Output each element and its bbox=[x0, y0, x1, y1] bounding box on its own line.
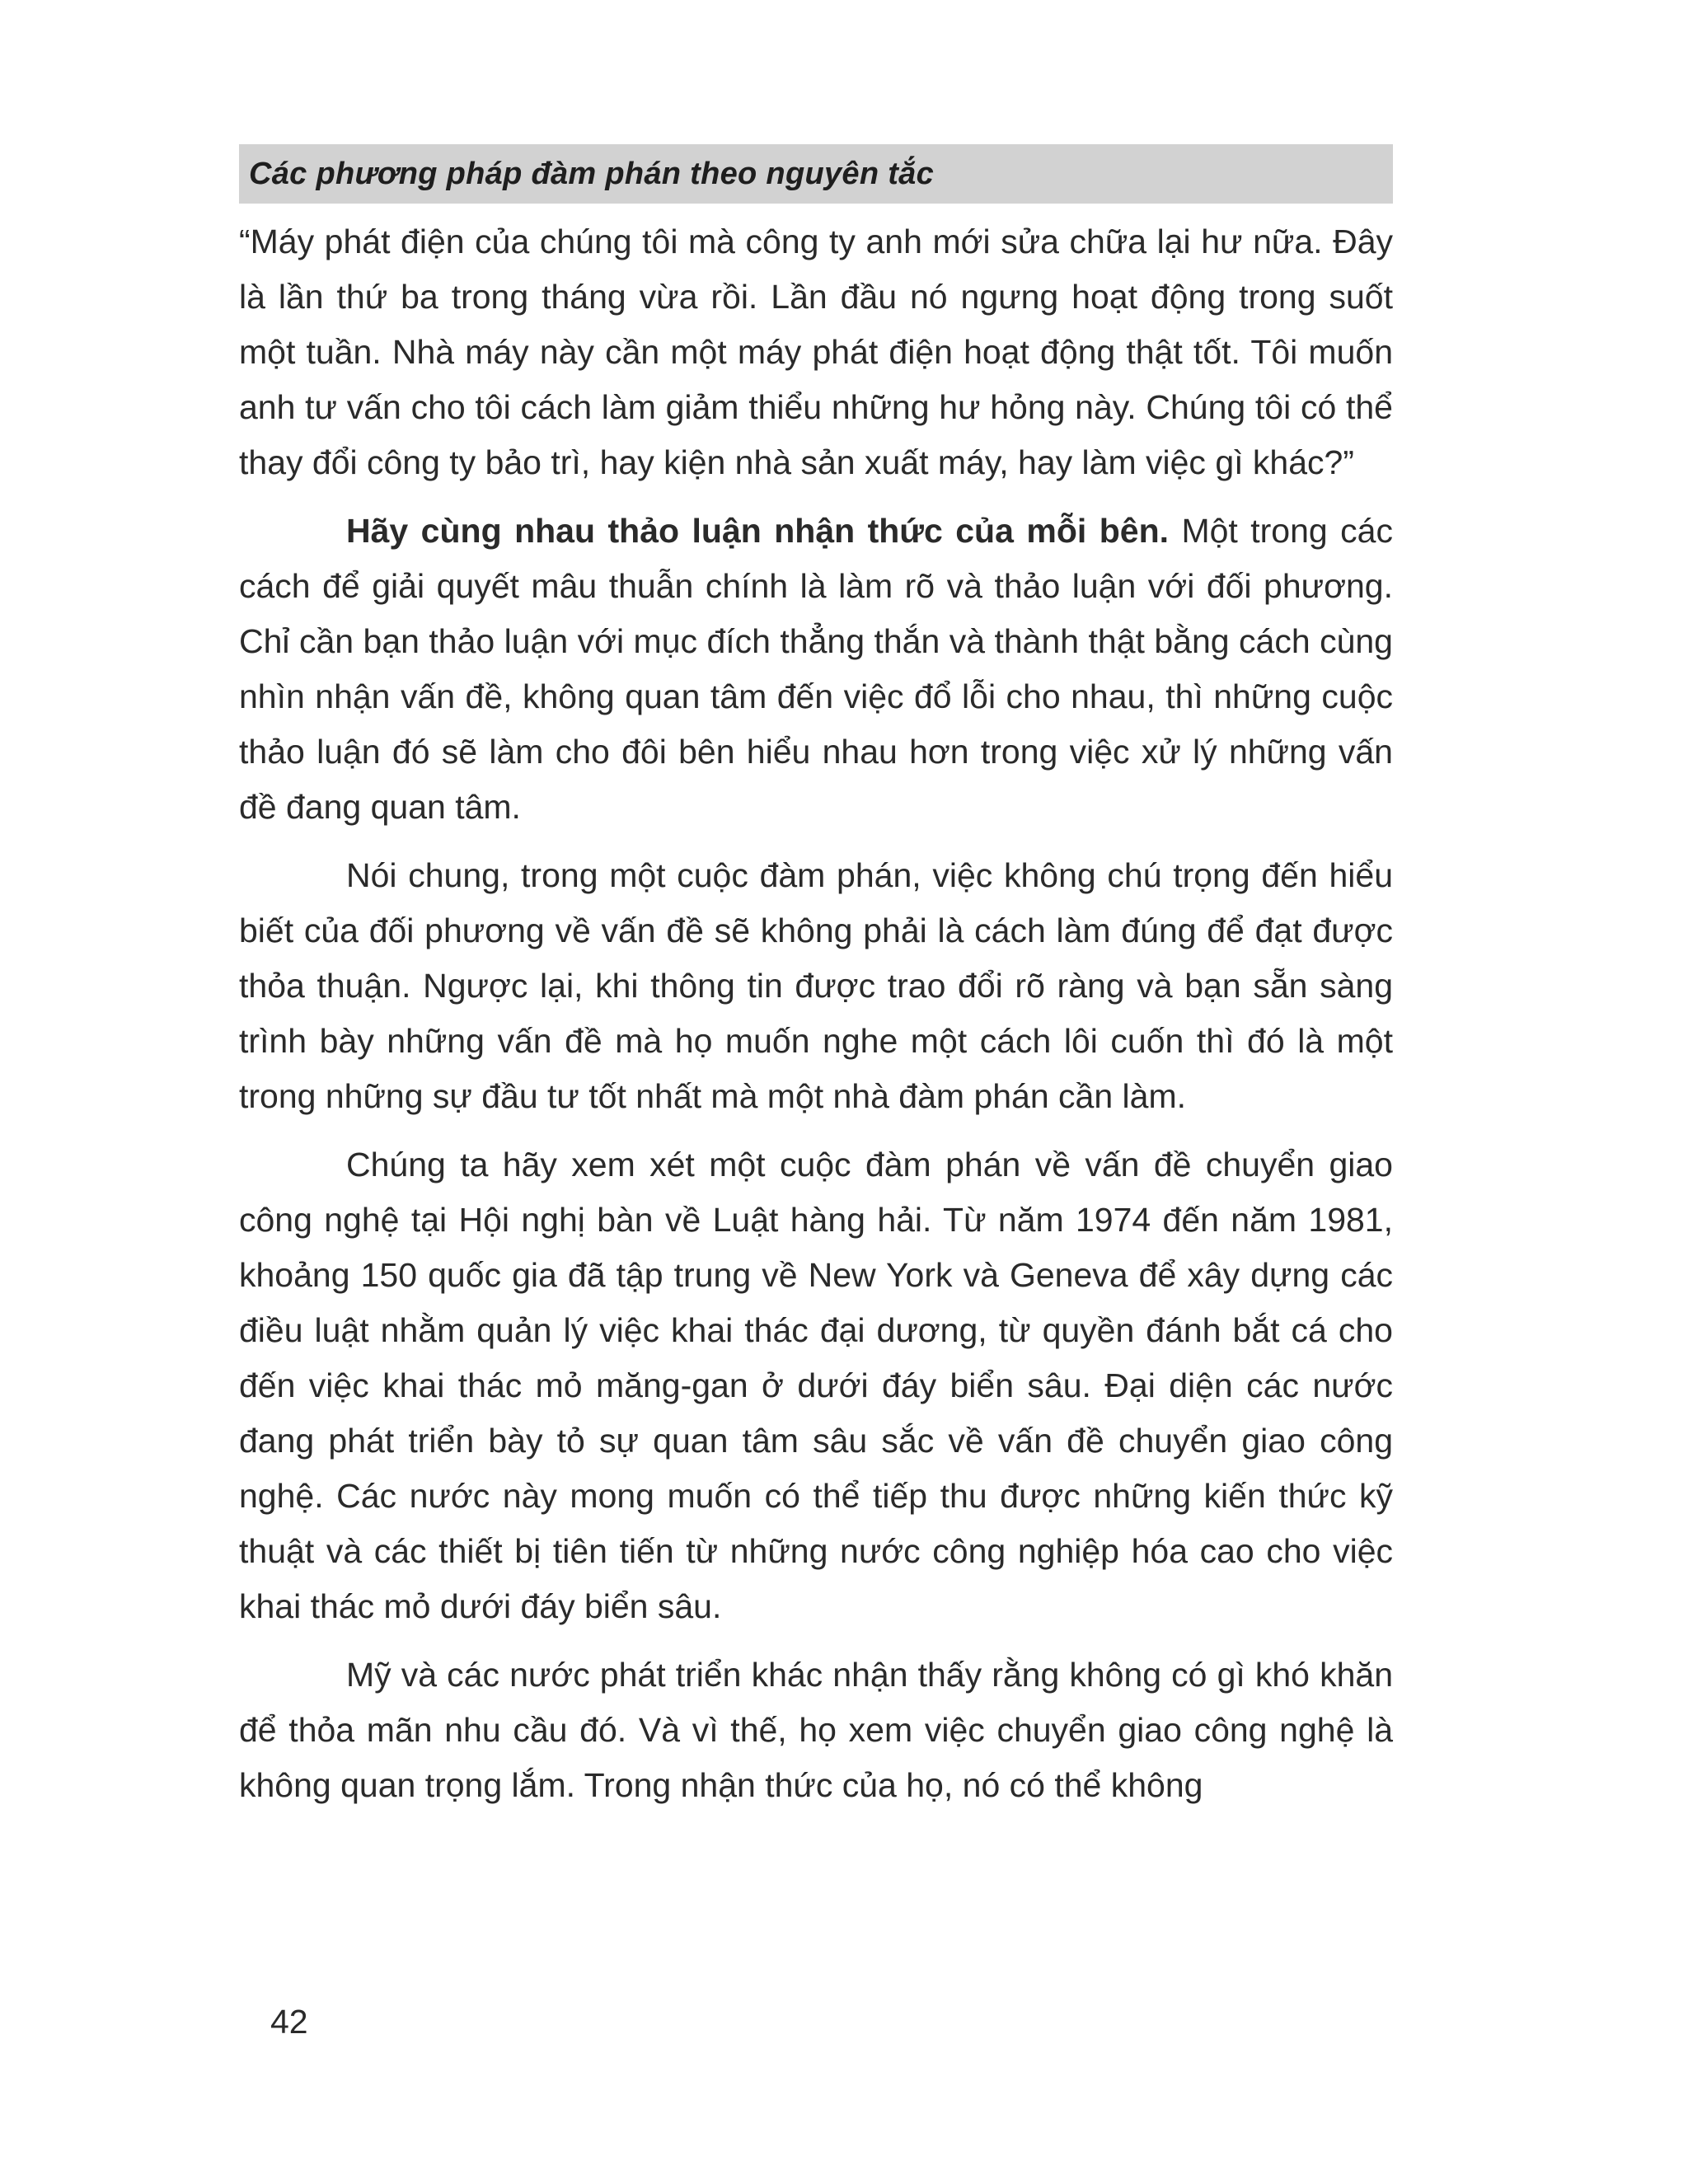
paragraph-law-of-sea bbox=[239, 1137, 1393, 1634]
page-number: 42 bbox=[270, 2003, 308, 2041]
running-header-bar bbox=[239, 144, 1393, 204]
paragraph-text: “Máy phát điện của chúng tôi mà công ty anh mới sửa chữa lại hư nữa. Đây là lần thứ ba trong tháng vừa rồi. Lần đầu nó ngưng hoạt động trong suốt một tuần. Nhà máy này cần một máy phát điện hoạt động thật tốt. Tôi muốn anh tư vấn cho tôi cách làm giảm thiểu những hư hỏng này. Chúng tôi có thể thay đổi công ty bảo trì, hay kiện nhà sản xuất máy, hay làm việc gì khác?” bbox=[239, 223, 1393, 481]
paragraph-text: Nói chung, trong một cuộc đàm phán, việc không chú trọng đến hiểu biết của đối phương về vấn đề sẽ không phải là cách làm đúng để đạt được thỏa thuận. Ngược lại, khi thông tin được trao đổi rõ ràng và bạn sẵn sàng trình bày những vấn đề mà họ muốn nghe một cách lôi cuốn thì đó là một trong những sự đầu tư tốt nhất mà một nhà đàm phán cần làm. bbox=[239, 856, 1393, 1115]
paragraph-discuss-perceptions bbox=[239, 504, 1393, 835]
paragraph-text: Một trong các cách để giải quyết mâu thuẫn chính là làm rõ và thảo luận với đối phương. Chỉ cần bạn thảo luận với mục đích thẳng thắn và thành thật bằng cách cùng nhìn nhận vấn đề, không quan tâm đến việc đổ lỗi cho nhau, thì những cuộc thảo luận đó sẽ làm cho đôi bên hiểu nhau hơn trong việc xử lý những vấn đề đang quan tâm. bbox=[239, 512, 1393, 826]
paragraph-text: Mỹ và các nước phát triển khác nhận thấy rằng không có gì khó khăn để thỏa mãn nhu cầu đó. Và vì thế, họ xem việc chuyển giao công nghệ là không quan trọng lắm. Trong nhận thức của họ, nó có thể không bbox=[239, 1656, 1393, 1804]
paragraph-general bbox=[239, 848, 1393, 1124]
page-body bbox=[239, 214, 1393, 1826]
paragraph-lead-heading: Hãy cùng nhau thảo luận nhận thức của mỗi bên. bbox=[346, 512, 1169, 550]
running-header-title: Các phương pháp đàm phán theo nguyên tắc bbox=[249, 156, 935, 191]
paragraph-quote bbox=[239, 214, 1393, 490]
paragraph-text: Chúng ta hãy xem xét một cuộc đàm phán về vấn đề chuyển giao công nghệ tại Hội nghị bàn về Luật hàng hải. Từ năm 1974 đến năm 1981, khoảng 150 quốc gia đã tập trung về New York và Geneva để xây dựng các điều luật nhằm quản lý việc khai thác đại dương, từ quyền đánh bắt cá cho đến việc khai thác mỏ măng-gan ở dưới đáy biển sâu. Đại diện các nước đang phát triển bày tỏ sự quan tâm sâu sắc về vấn đề chuyển giao công nghệ. Các nước này mong muốn có thể tiếp thu được những kiến thức kỹ thuật và các thiết bị tiên tiến từ những nước công nghiệp hóa cao cho việc khai thác mỏ dưới đáy biển sâu. bbox=[239, 1146, 1393, 1625]
paragraph-developed-countries bbox=[239, 1647, 1393, 1813]
